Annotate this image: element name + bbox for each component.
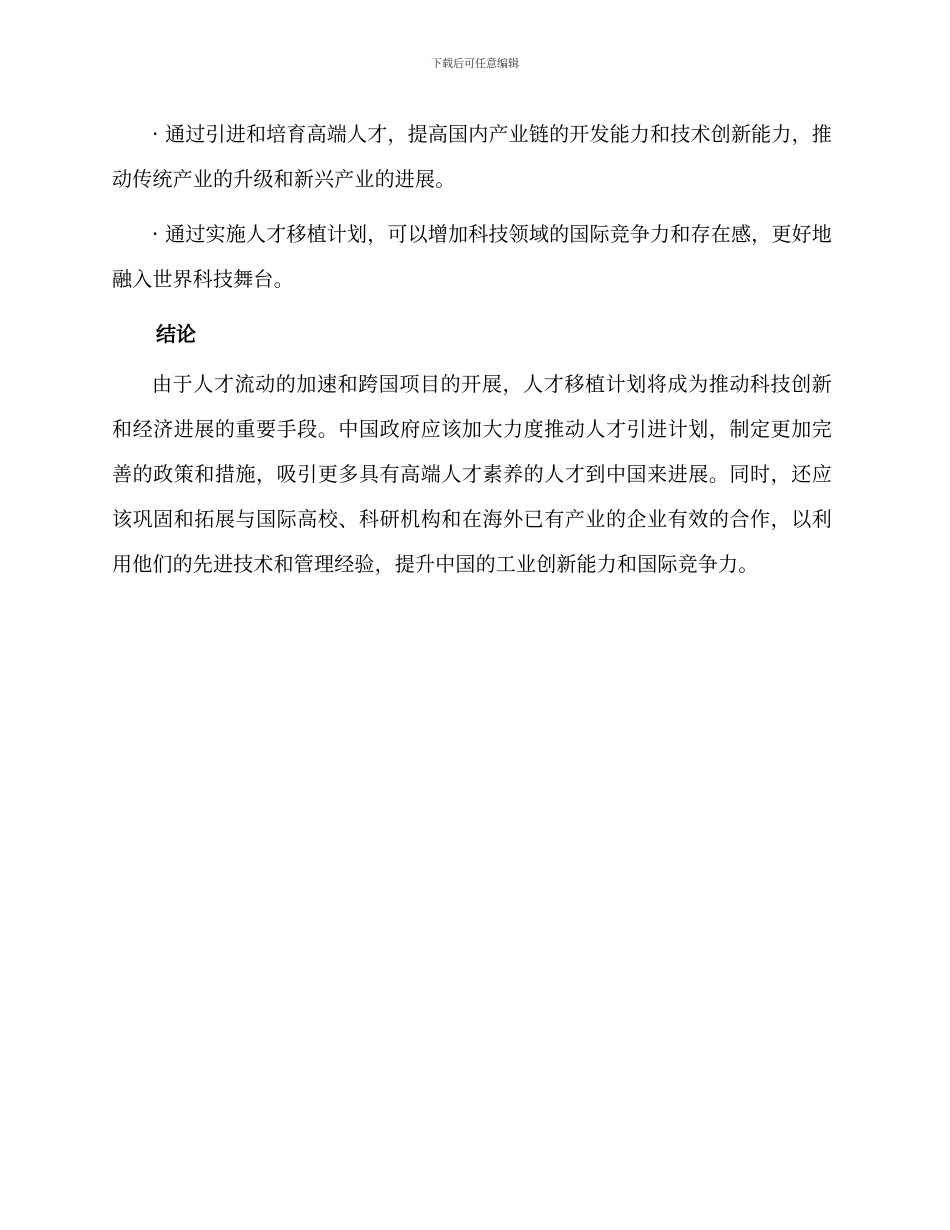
section-heading: 结论 [156, 322, 196, 346]
bullet-paragraph: · 通过实施人才移植计划，可以增加科技领域的国际竞争力和存在感，更好地融入世界科技舞台。 [112, 222, 832, 291]
bullet-paragraph: · 通过引进和培育高端人才，提高国内产业链的开发能力和技术创新能力，推动传统产业的升级和新兴产业的进展。 [112, 122, 832, 191]
header-note: 下载后可任意编辑 [431, 57, 519, 70]
document-body [112, 112, 832, 587]
conclusion-paragraph: 由于人才流动的加速和跨国项目的开展，人才移植计划将成为推动科技创新和经济进展的重要手段。中国政府应该加大力度推动人才引进计划，制定更加完善的政策和措施，吸引更多具有高端人才素养的人才到中国来进展。同时，还应该巩固和拓展与国际高校、科研机构和在海外已有产业的企业有效的合作，以利用他们的先进技术和管理经验，提升中国的工业创新能力和国际竞争力。 [112, 372, 832, 576]
